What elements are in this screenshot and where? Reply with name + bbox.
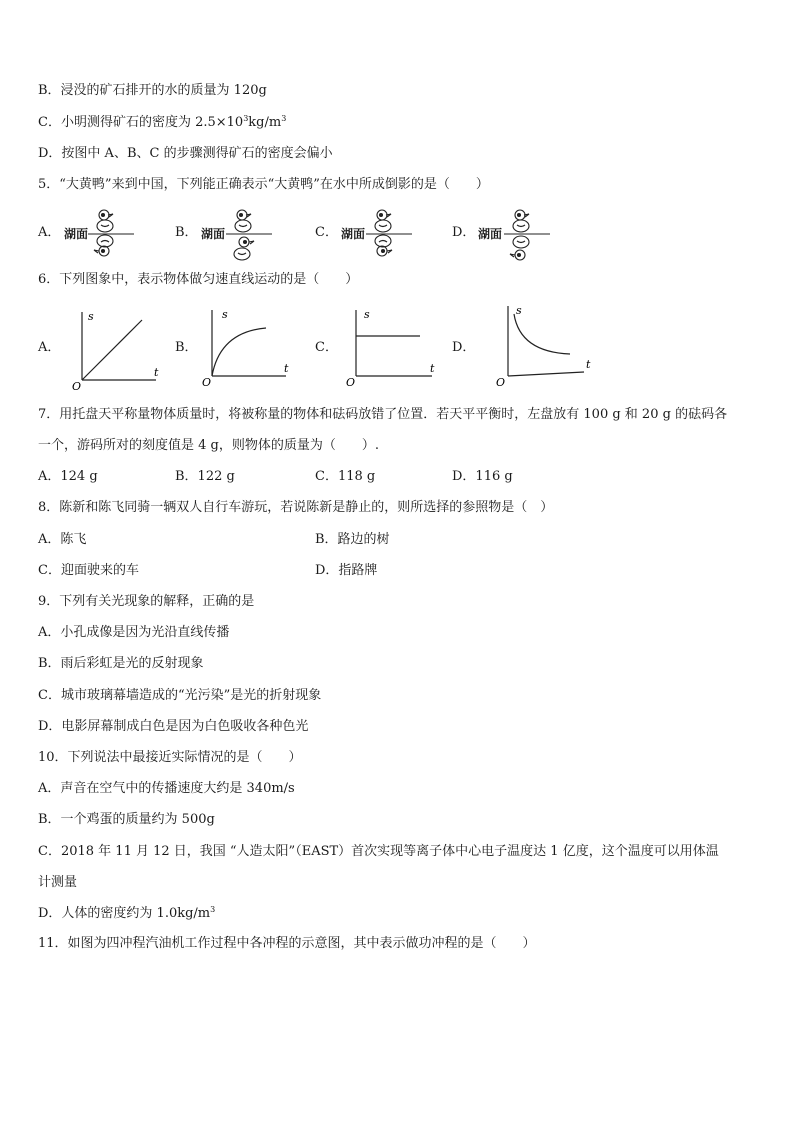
q6-option-c-x-axis-label: t [430,362,435,375]
q9-option-a: A．小孔成像是因为光沿直线传播 [38,625,230,640]
q10-option-c-line2: 计测量 [38,875,78,890]
q7-option-d: D．116 g [452,469,513,484]
q10-option-c-line1: C．2018 年 11 月 12 日，我国 “人造太阳”（EAST）首次实现等离子体中心电子温度达 1 亿度，这个温度可以用体温 [38,844,719,859]
q5-option-c-label: C． [315,225,338,240]
q4-option-c [38,114,286,132]
q9-option-b: B．雨后彩虹是光的反射现象 [38,656,204,671]
q5-option-c-duck-figure [366,206,412,268]
q6-option-a-x-axis-label: t [154,366,159,379]
q10-option-a: A．声音在空气中的传播速度大约是 340m/s [38,781,295,796]
q6-option-b-label: B． [175,340,198,355]
q10-stem: 10．下列说法中最接近实际情况的是（ ） [38,750,302,765]
q4-option-c-exponent: 3 [243,114,249,123]
q8-option-d: D．指路牌 [315,563,378,578]
q6-option-c-y-axis-label: s [364,308,370,321]
q7-option-b: B．122 g [175,469,235,484]
q6-option-d-label: D． [452,340,476,355]
q5-option-b-duck-figure [226,206,272,268]
q6-option-d-origin-label: O [496,376,506,388]
q8-stem: 8．陈新和陈飞同骑一辆双人自行车游玩，若说陈新是静止的，则所选择的参照物是（ ） [38,500,554,515]
q10-option-d [38,905,215,923]
q9-option-d: D．电影屏幕制成白色是因为白色吸收各种色光 [38,719,309,734]
q7-option-c: C．118 g [315,469,376,484]
q9-stem: 9．下列有关光现象的解释，正确的是 [38,594,255,609]
q5-stem: 5．“大黄鸭”来到中国，下列能正确表示“大黄鸭”在水中所成倒影的是（ ） [38,177,489,192]
q11-stem: 11．如图为四冲程汽油机工作过程中各冲程的示意图，其中表示做功冲程的是（ ） [38,936,536,951]
q6-option-b-origin-label: O [202,376,212,388]
q7-stem-line2: 一个，游码所对的刻度值是 4 g，则物体的质量为（ ）. [38,438,379,453]
q6-option-c-graph [342,304,440,388]
q5-option-b-lake: 湖面 [201,227,226,241]
q10-option-d-text: D．人体的密度约为 1.0kg/m [38,906,211,921]
q4-option-c-unit-exponent: 3 [281,114,287,123]
q4-option-c-text: C．小明测得矿石的密度为 2.5×10 [38,115,244,130]
q7-option-a: A．124 g [38,469,98,484]
q8-option-a: A．陈飞 [38,532,87,547]
q6-option-c-label: C． [315,340,338,355]
q5-option-d-lake: 湖面 [478,227,503,241]
q8-option-b: B．路边的树 [315,532,390,547]
q6-option-a-label: A． [38,340,61,355]
q6-option-d-graph [490,300,594,388]
q10-option-d-exponent: 3 [210,905,216,914]
q6-option-d-x-axis-label: t [586,358,591,371]
q5-option-b-label: B． [175,225,198,240]
q6-option-b-graph [200,304,298,388]
q6-option-b-x-axis-label: t [284,362,289,375]
q6-option-c-origin-label: O [346,376,356,388]
q4-option-b: B．浸没的矿石排开的水的质量为 120g [38,83,267,98]
q6-option-a-y-axis-label: s [88,310,94,323]
q5-option-a-label: A． [38,225,61,240]
q5-option-c-lake: 湖面 [341,227,366,241]
q6-option-a-graph [66,306,164,390]
q7-stem-line1: 7．用托盘天平称量物体质量时，将被称量的物体和砝码放错了位置．若天平平衡时，左盘放有 100 g 和 20 g 的砝码各 [38,407,728,422]
q4-option-d: D．按图中 A、B、C 的步骤测得矿石的密度会偏小 [38,146,333,161]
q9-option-c: C．城市玻璃幕墙造成的“光污染”是光的折射现象 [38,688,322,703]
q6-option-b-y-axis-label: s [222,308,228,321]
q5-option-a-lake: 湖面 [64,227,89,241]
q6-option-d-y-axis-label: s [516,304,522,317]
q5-option-d-label: D． [452,225,476,240]
q6-stem: 6．下列图象中，表示物体做匀速直线运动的是（ ） [38,272,359,287]
q5-option-d-duck-figure [504,206,550,268]
q8-option-c: C．迎面驶来的车 [38,563,139,578]
q5-option-a-duck-figure [88,206,134,268]
q4-option-c-unit: kg/m [248,115,282,130]
q6-option-a-origin-label: O [72,380,82,390]
q10-option-b: B．一个鸡蛋的质量约为 500g [38,812,215,827]
